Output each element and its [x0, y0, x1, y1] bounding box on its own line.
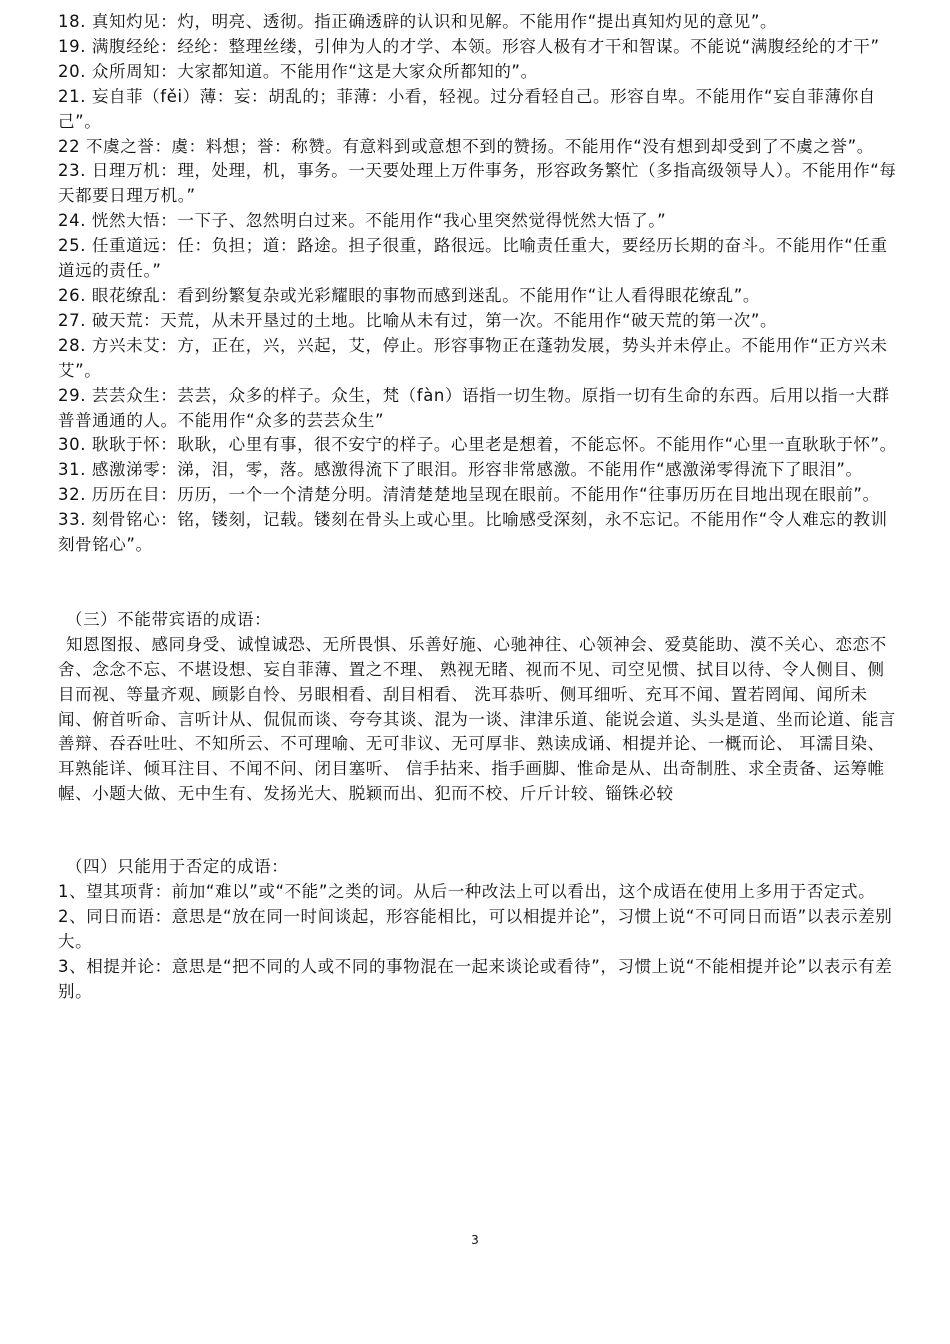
idiom-entry-27: 27. 破天荒：天荒，从未开垦过的土地。比喻从未有过，第一次。不能用作“破天荒的第一次”。 [58, 310, 778, 330]
idiom-entry-25: 25. 任重道远：任：负担；道：路途。担子很重，路很远。比喻责任重大，要经历长期的奋斗。不能用作“任重道远的责任。” [58, 236, 888, 281]
idiom-entry-18: 18. 真知灼见：灼，明亮、透彻。指正确透辟的认识和见解。不能用作“提出真知灼见的意见”。 [58, 12, 778, 31]
section-3-body: 知恩图报、感同身受、诚惶诚恐、无所畏惧、乐善好施、心驰神往、心领神会、爱莫能助、漠不关心、恋恋不舍、念念不忘、不堪设想、妄自菲薄、置之不理、 熟视无睹、视而不见、司空见惯、拭目以待、令人侧目、侧目而视、等量齐观、顾影自怜、另眼相看、刮目相看、 洗耳恭听、侧耳细听、充耳不闻、置若罔闻、闻所未闻、俯首听命、言听计从、侃侃而谈、夸夸其谈、混为一谈、津津乐道、能说会道、头头是道、坐而论道、能言善辩、吞吞吐吐、不知所云、不可理喻、无可非议、无可厚非、熟读成诵、相提并论、一概而论、 耳濡目染、耳熟能详、倾耳注目、不闻不问、闭目塞听、 信手拈来、指手画脚、惟命是从、出奇制胜、求全责备、运筹帷幄、小题大做、无中生有、发扬光大、脱颖而出、犯而不校、斤斤计较、锱铢必较 [58, 634, 896, 804]
section-4-item-2: 2、同日而语：意思是“放在同一时间谈起，形容能相比，可以相提并论”，习惯上说“不可同日而语”以表示差别大。 [58, 907, 893, 951]
page-number: 3 [471, 1233, 479, 1247]
idiom-entry-31: 31. 感激涕零：涕，泪，零，落。感激得流下了眼泪。形容非常感激。不能用作“感激涕零得流下了眼泪”。 [58, 460, 863, 480]
idiom-entry-24: 24. 恍然大悟：一下子、忽然明白过来。不能用作“我心里突然觉得恍然大悟了。” [58, 211, 667, 231]
section-gap [58, 807, 898, 855]
section-4-item-3: 3、相提并论：意思是“把不同的人或不同的事物混在一起来谈论或看待”，习惯上说“不能相提并论”以表示有差别。 [58, 956, 893, 1001]
idiom-entry-19: 19. 满腹经纶：经纶：整理丝缕，引伸为人的才学、本领。形容人极有才干和智谋。不能说“满腹经纶的才干” [58, 36, 880, 56]
section-3-title: （三）不能带宾语的成语： [66, 609, 272, 629]
idiom-entry-26: 26. 眼花缭乱：看到纷繁复杂或光彩耀眼的事物而感到迷乱。不能用作“让人看得眼花缭乱”。 [58, 285, 760, 305]
section-4-title: （四）只能用于否定的成语： [66, 857, 289, 877]
section-4-item-1: 1、望其项背：前加“难以”或“不能”之类的词。从后一种改法上可以看出，这个成语在使用上多用于否定式。 [58, 882, 876, 902]
idiom-entry-20: 20. 众所周知：大家都知道。不能用作“这是大家众所都知的”。 [58, 61, 538, 81]
idiom-entry-21: 21. 妄自菲（fěi）薄：妄：胡乱的；菲薄：小看，轻视。过分看轻自己。形容自卑。不能用作“妄自菲薄你自己”。 [58, 86, 876, 131]
idiom-entry-30: 30. 耿耿于怀：耿耿，心里有事，很不安宁的样子。心里老是想着，不能忘怀。不能用作“心里一直耿耿于怀”。 [58, 435, 897, 455]
idiom-entries [58, 10, 898, 558]
idiom-entry-28: 28. 方兴未艾：方，正在，兴，兴起，艾，停止。形容事物正在蓬勃发展，势头并未停止。不能用作“正方兴未艾”。 [58, 335, 888, 380]
idiom-entry-29: 29. 芸芸众生：芸芸，众多的样子。众生，梵（fàn）语指一切生物。原指一切有生命的东西。后用以指一大群普普通通的人。不能用作“众多的芸芸众生” [58, 385, 890, 430]
idiom-entry-32: 32. 历历在目：历历，一个一个清楚分明。清清楚楚地呈现在眼前。不能用作“往事历历在目地出现在眼前”。 [58, 485, 880, 505]
section-negative-only-idioms [58, 855, 898, 1004]
section-no-object-idioms [58, 608, 898, 807]
page-content [58, 10, 898, 1005]
section-gap [58, 558, 898, 608]
idiom-entry-22: 22 不虞之誉：虞：料想；誉：称赞。有意料到或意想不到的赞扬。不能用作“没有想到却受到了不虞之誉”。 [58, 136, 874, 156]
idiom-entry-33: 33. 刻骨铭心：铭，镂刻，记载。镂刻在骨头上或心里。比喻感受深刻，永不忘记。不能用作“令人难忘的教训刻骨铭心”。 [58, 510, 888, 555]
idiom-entry-23: 23. 日理万机：理，处理，机，事务。一天要处理上万件事务，形容政务繁忙（多指高级领导人）。不能用作“每天都要日理万机。” [58, 161, 897, 206]
